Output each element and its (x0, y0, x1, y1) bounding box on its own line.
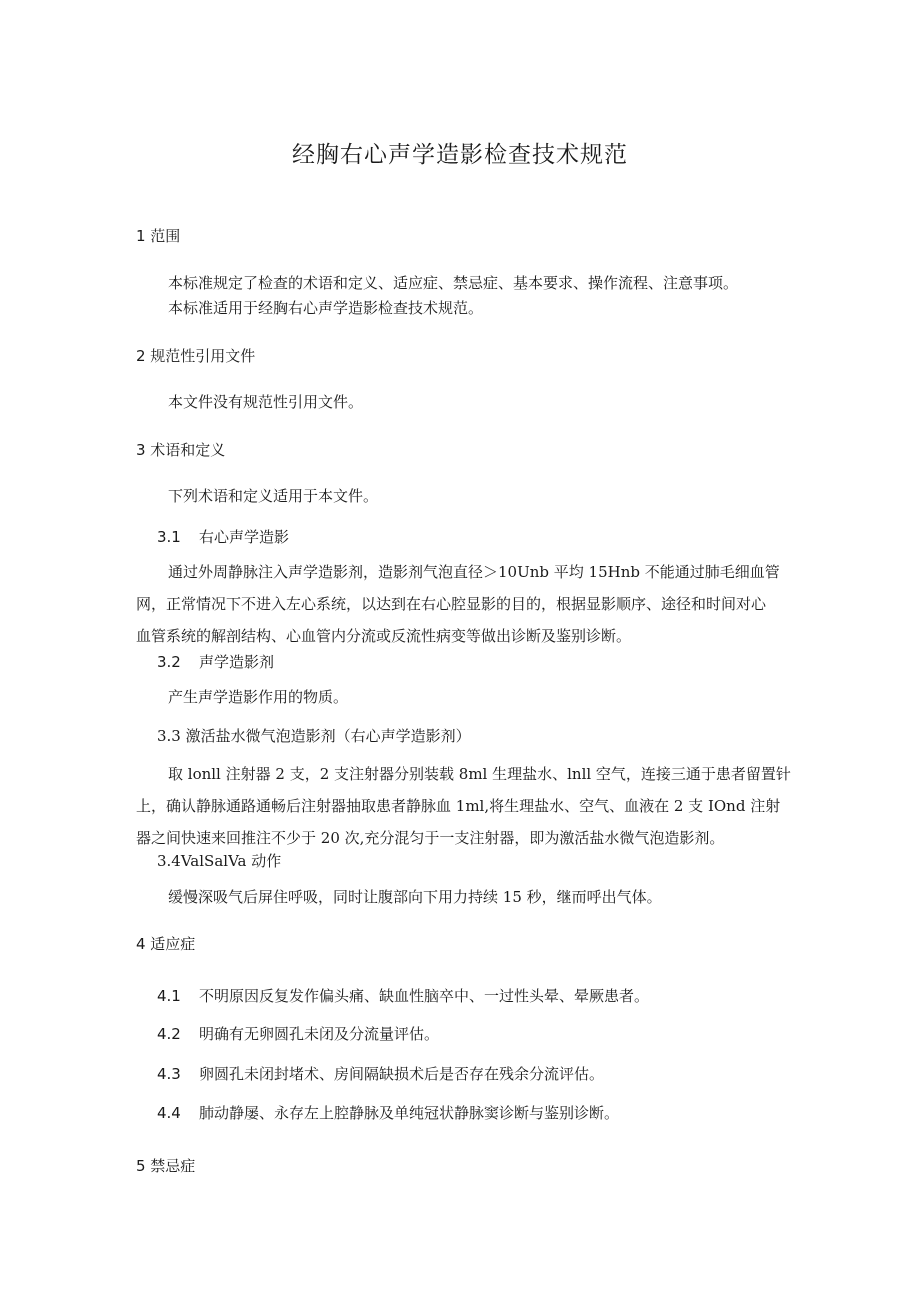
term-3-2-number: 3.2 (157, 653, 181, 671)
section-1-paragraph-2: 本标准适用于经胸右心声学造影检查技术规范。 (168, 299, 484, 317)
term-3-1-definition (136, 556, 788, 652)
term-3-2-definition: 产生声学造影作用的物质。 (168, 688, 349, 706)
item-4-1-number: 4.1 (157, 987, 181, 1005)
section-4-heading: 4 适应症 (136, 935, 196, 953)
term-3-1-number: 3.1 (157, 528, 181, 546)
item-4-2-text: 明确有无卵圆孔未闭及分流量评估。 (199, 1025, 440, 1043)
item-4-3-number: 4.3 (157, 1065, 181, 1083)
section-3-paragraph: 下列术语和定义适用于本文件。 (168, 487, 379, 505)
item-4-4-number: 4.4 (157, 1104, 181, 1122)
term-3-1-label: 右心声学造影 (199, 528, 290, 546)
section-2-heading: 2 规范性引用文件 (136, 347, 256, 365)
section-1-paragraph-1: 本标准规定了检查的术语和定义、适应症、禁忌症、基本要求、操作流程、注意事项。 (168, 274, 739, 292)
item-4-3-text: 卵圆孔未闭封堵术、房间隔缺损术后是否存在残余分流评估。 (199, 1065, 605, 1083)
term-3-1-heading (157, 526, 289, 547)
list-item (157, 1063, 604, 1084)
term-3-1-line-3: 血管系统的解剖结构、心血管内分流或反流性病变等做出诊断及鉴别诊断。 (136, 627, 632, 645)
document-title: 经胸右心声学造影检查技术规范 (292, 142, 628, 168)
term-3-4-definition: 缓慢深吸气后屏住呼吸，同时让腹部向下用力持续 15 秒，继而呼出气体。 (168, 888, 662, 906)
list-item (157, 985, 649, 1006)
term-3-2-label: 声学造影剂 (199, 653, 275, 671)
item-4-2-number: 4.2 (157, 1025, 181, 1043)
section-1-heading: 1 范围 (136, 227, 181, 245)
term-3-2-heading (157, 651, 274, 672)
term-3-3-line-2: 上，确认静脉通路通畅后注射器抽取患者静脉血 1ml,将生理盐水、空气、血液在 2 支 IOnd 注射 (136, 797, 781, 815)
item-4-1-text: 不明原因反复发作偏头痛、缺血性脑卒中、一过性头晕、晕厥患者。 (199, 987, 650, 1005)
term-3-4-heading: 3.4ValSalVa 动作 (157, 852, 282, 870)
term-3-1-line-2: 网，正常情况下不进入左心系统，以达到在右心腔显影的目的，根据显影顺序、途径和时间对心 (136, 595, 767, 613)
term-3-3-line-1: 取 lonll 注射器 2 支，2 支注射器分别装载 8ml 生理盐水、lnll 空气，连接三通于患者留置针 (168, 765, 791, 783)
term-3-1-line-1: 通过外周静脉注入声学造影剂，造影剂气泡直径＞10Unb 平均 15Hnb 不能通过肺毛细血管 (168, 563, 780, 581)
section-2-paragraph: 本文件没有规范性引用文件。 (168, 393, 364, 411)
term-3-3-heading: 3.3 激活盐水微气泡造影剂（右心声学造影剂） (157, 727, 471, 745)
term-3-3-definition (136, 758, 791, 854)
section-3-heading: 3 术语和定义 (136, 441, 226, 459)
list-item (157, 1102, 619, 1123)
item-4-4-text: 肺动静屡、永存左上腔静脉及单纯冠状静脉窦诊断与鉴别诊断。 (199, 1104, 620, 1122)
section-5-heading: 5 禁忌症 (136, 1157, 196, 1175)
term-3-3-line-3: 器之间快速来回推注不少于 20 次,充分混匀于一支注射器，即为激活盐水微气泡造影剂。 (136, 829, 725, 847)
list-item (157, 1023, 439, 1044)
